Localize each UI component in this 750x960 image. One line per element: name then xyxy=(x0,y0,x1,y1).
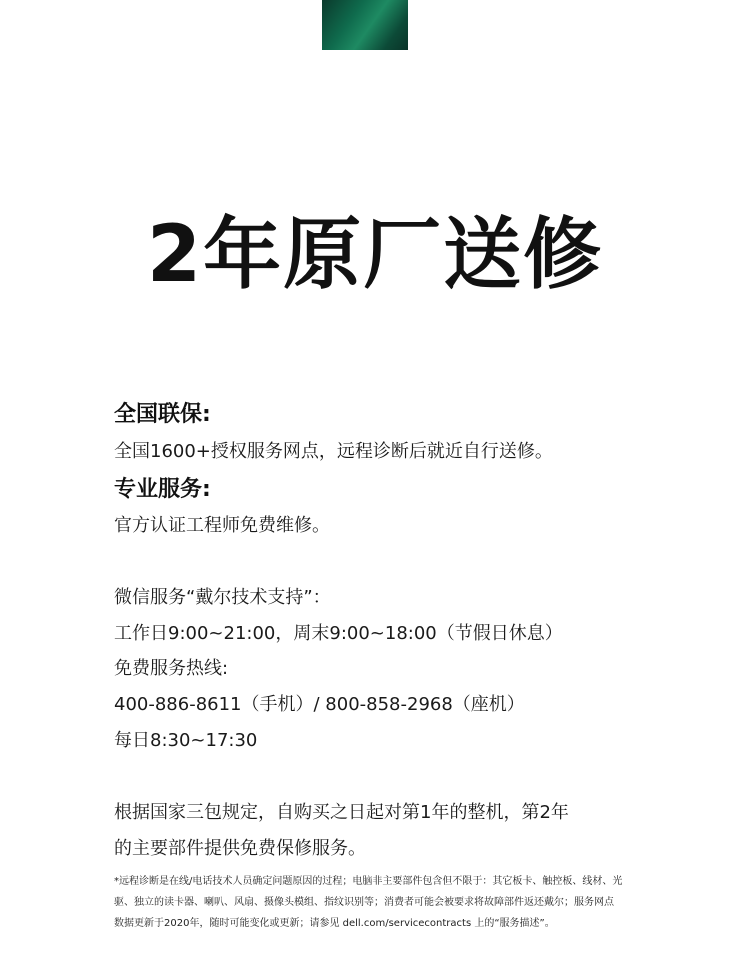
nationwide-warranty-body: 全国1600+授权服务网点，远程诊断后就近自行送修。 xyxy=(114,441,553,462)
footnote xyxy=(114,871,659,934)
policy-line-2: 的主要部件提供免费保修服务。 xyxy=(114,838,366,859)
footnote-line-1: *远程诊断是在线/电话技术人员确定问题原因的过程；电脑非主要部件包含但不限于：其它板卡、触控板、线材、光 xyxy=(114,876,623,887)
footnote-line-3: 数据更新于2020年，随时可能变化或更新；请参见 dell.com/servicecontracts 上的“服务描述”。 xyxy=(114,918,555,929)
hotline-numbers: 400-886-8611（手机）/ 800-858-2968（座机） xyxy=(114,694,525,715)
hotline-hours: 每日8:30~17:30 xyxy=(114,730,258,751)
service-hours: 工作日9:00~21:00，周末9:00~18:00（节假日休息） xyxy=(114,623,563,644)
wechat-service-label: 微信服务“戴尔技术支持”： xyxy=(114,587,331,608)
top-product-image xyxy=(322,0,408,50)
professional-service-title: 专业服务: xyxy=(114,477,211,502)
professional-service-body: 官方认证工程师免费维修。 xyxy=(114,515,330,536)
page-title: 2年原厂送修 xyxy=(146,210,604,300)
nationwide-warranty-title: 全国联保: xyxy=(114,402,211,427)
policy-line-1: 根据国家三包规定，自购买之日起对第1年的整机，第2年 xyxy=(114,802,569,823)
hotline-label: 免费服务热线: xyxy=(114,658,229,679)
footnote-line-2: 驱、独立的读卡器、喇叭、风扇、摄像头模组、指纹识别等；消费者可能会被要求将故障部件返还戴尔；服务网点 xyxy=(114,897,614,908)
